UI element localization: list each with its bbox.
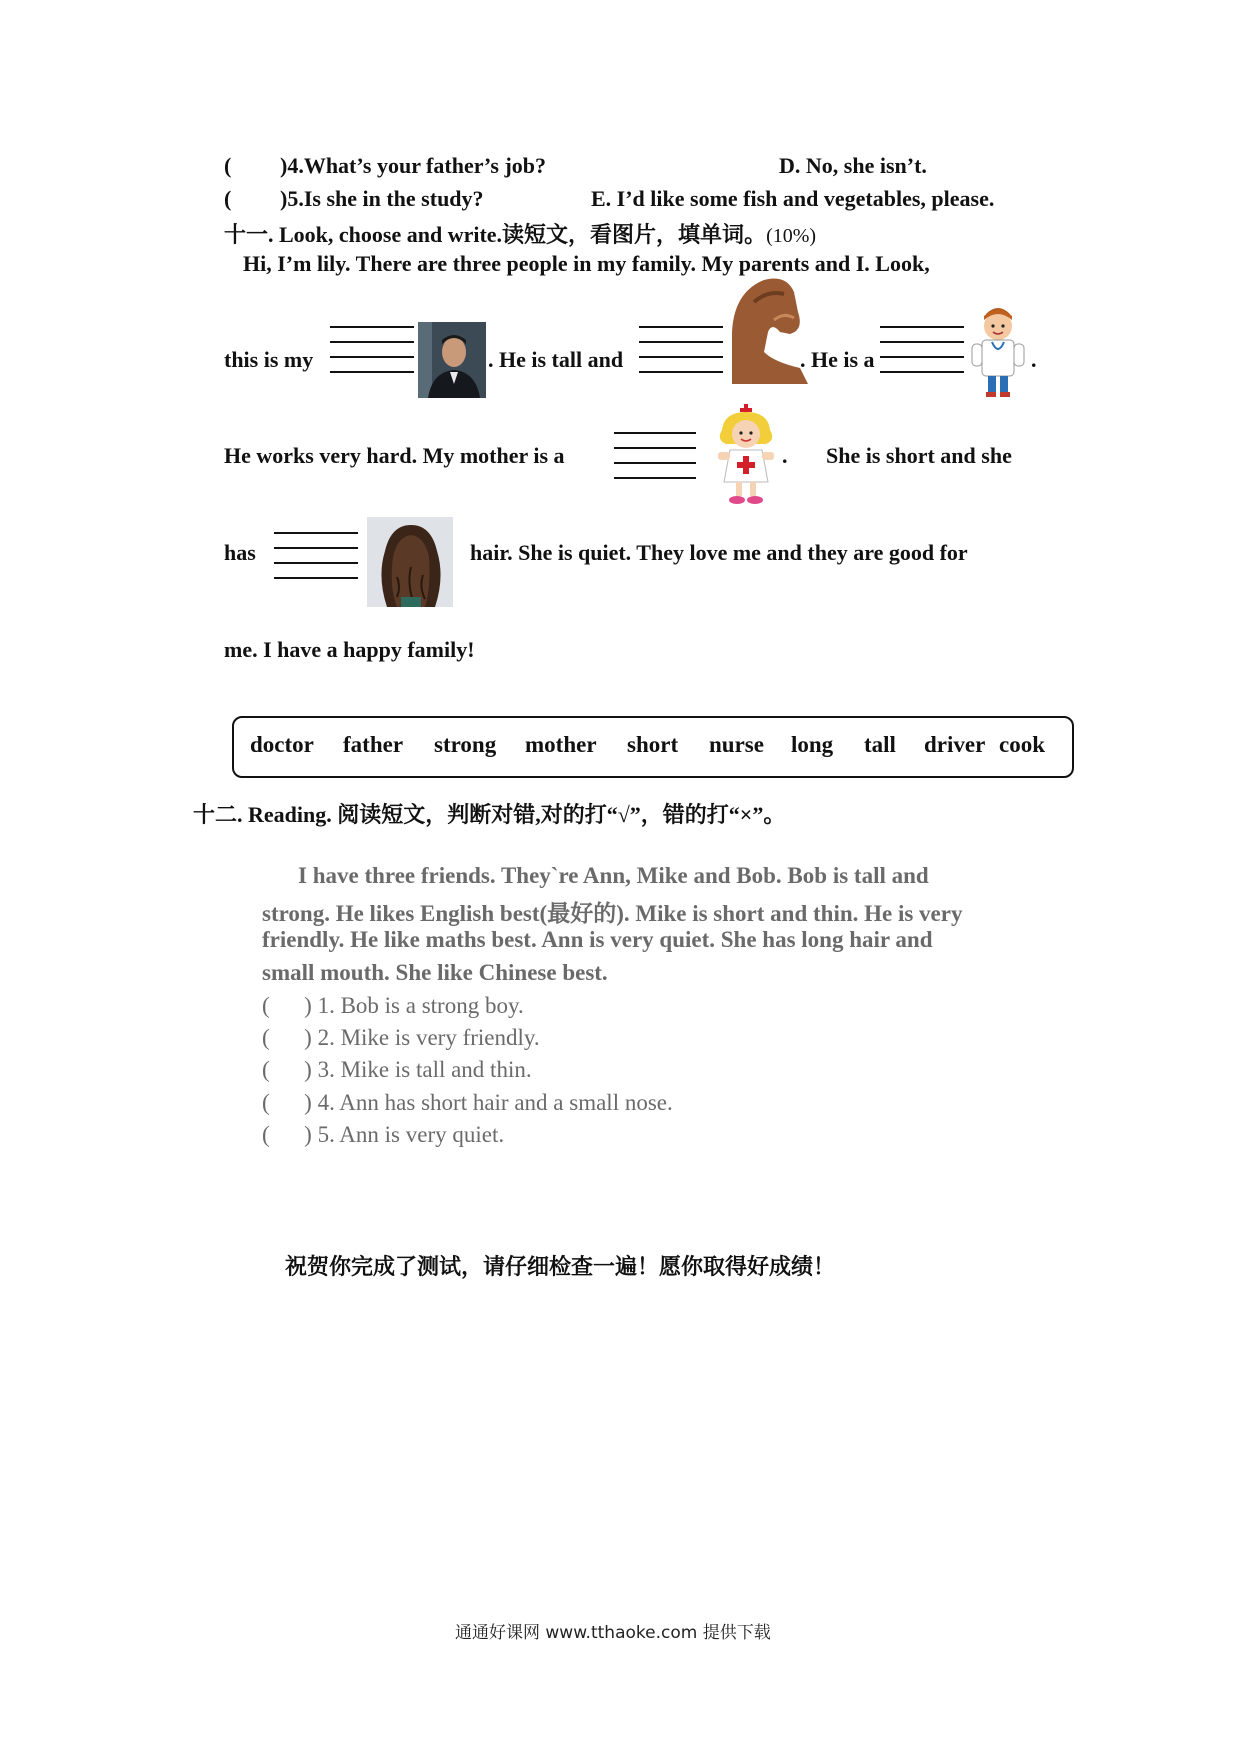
strong-arm-picture: [724, 272, 808, 384]
judge-question[interactable]: ( ) 5. Ann is very quiet.: [262, 1122, 505, 1147]
passage-text: . He is a: [800, 347, 875, 372]
passage-text: me. I have a happy family!: [224, 637, 475, 662]
paren-4: (: [224, 153, 232, 178]
word-bank-item: tall: [864, 732, 896, 757]
nurse-picture: [704, 400, 788, 508]
answer-blank-5[interactable]: [274, 532, 358, 592]
passage-text: hair. She is quiet. They love me and they are good for: [470, 540, 968, 565]
reading-passage-line: I have three friends. They`re Ann, Mike and Bob. Bob is tall and: [298, 863, 929, 888]
passage-line-1: Hi, I’m lily. There are three people in my family. My parents and I. Look,: [243, 251, 930, 276]
paren-5: (: [224, 186, 232, 211]
word-bank-item: driver: [924, 732, 986, 757]
long-hair-photo: [367, 517, 453, 607]
passage-text: has: [224, 540, 256, 565]
reading-passage-line: friendly. He like maths best. Ann is very quiet. She has long hair and: [262, 927, 933, 952]
section11-heading: 十一. Look, choose and write.读短文，看图片，填单词。(10%): [224, 222, 817, 247]
man-photo: [418, 322, 486, 398]
doctor-picture: [966, 302, 1030, 398]
answer-blank-3[interactable]: [880, 326, 964, 386]
word-bank: [232, 716, 1074, 778]
passage-text: He works very hard. My mother is a: [224, 443, 565, 468]
answer-blank-4[interactable]: [614, 432, 696, 492]
question-4: )4.What’s your father’s job?: [280, 153, 547, 178]
word-bank-item: doctor: [250, 732, 314, 757]
word-bank-item: cook: [999, 732, 1045, 757]
judge-question[interactable]: ( ) 1. Bob is a strong boy.: [262, 993, 524, 1018]
section12-heading: 十二. Reading. 阅读短文，判断对错,对的打“√”，错的打“×”。: [193, 802, 786, 827]
reading-passage-line: small mouth. She like Chinese best.: [262, 960, 608, 985]
reading-passage-line: strong. He likes English best(最好的). Mike is short and thin. He is very: [262, 901, 963, 926]
footer-text: 通通好课网 www.tthaoke.com 提供下载: [455, 1623, 771, 1643]
word-bank-item: long: [791, 732, 834, 757]
word-bank-item: mother: [525, 732, 597, 757]
judge-question[interactable]: ( ) 3. Mike is tall and thin.: [262, 1057, 532, 1082]
closing-message: 祝贺你完成了测试，请仔细检查一遍！愿你取得好成绩！: [285, 1254, 836, 1279]
passage-text: this is my: [224, 347, 314, 372]
word-bank-item: strong: [434, 732, 497, 757]
answer-blank-2[interactable]: [639, 326, 723, 386]
question-5: )5.Is she in the study?: [280, 186, 484, 211]
judge-question[interactable]: ( ) 4. Ann has short hair and a small nose.: [262, 1090, 673, 1115]
word-bank-item: father: [343, 732, 404, 757]
passage-text: .: [1031, 347, 1037, 372]
judge-question[interactable]: ( ) 2. Mike is very friendly.: [262, 1025, 540, 1050]
answer-d: D. No, she isn’t.: [779, 153, 927, 178]
word-bank-item: short: [627, 732, 679, 757]
passage-text: .: [782, 443, 788, 468]
passage-text: She is short and she: [826, 443, 1012, 468]
answer-blank-1[interactable]: [330, 326, 414, 386]
word-bank-item: nurse: [709, 732, 764, 757]
answer-e: E. I’d like some fish and vegetables, please.: [591, 186, 995, 211]
passage-text: . He is tall and: [488, 347, 624, 372]
